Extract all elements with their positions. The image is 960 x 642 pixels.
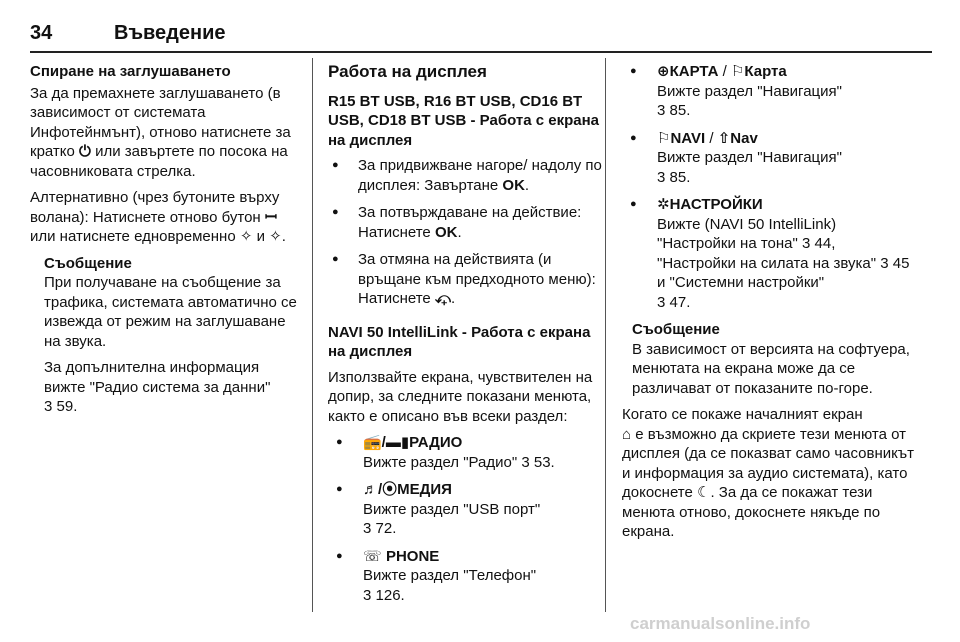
volume-up-icon: ✧ xyxy=(239,228,253,245)
paragraph-home-screen xyxy=(622,405,914,542)
text: За потвърждаване на действие: Натиснете xyxy=(358,204,582,241)
header-rule xyxy=(30,51,932,53)
menu-item-settings xyxy=(622,195,914,312)
note-title: Съобщение xyxy=(632,321,720,338)
column-divider-2 xyxy=(605,58,606,612)
column-1 xyxy=(30,62,302,424)
paragraph-unmute xyxy=(30,84,302,182)
text: За да премахнете заглушаването (в зависимост от системата Инфотейнмънт), отново натиснете за кратко xyxy=(30,84,291,160)
gear-icon: ✲ xyxy=(657,196,670,213)
page-number: 34 xyxy=(30,22,53,44)
page-reference: 3 85. xyxy=(657,168,691,186)
list-item xyxy=(328,156,603,195)
note-text-2 xyxy=(44,358,302,417)
text: Вижте раздел "Радио" xyxy=(363,453,518,471)
column-divider-1 xyxy=(312,58,313,612)
page-header xyxy=(30,22,932,58)
page-reference: 3 72. xyxy=(363,520,397,537)
map-icon: ⊕ xyxy=(657,63,670,80)
text: и xyxy=(256,228,265,245)
menu-item-navi xyxy=(622,129,914,188)
text: Вижте раздел "Телефон" xyxy=(363,567,537,584)
text: Вижте (NAVI 50 IntelliLink) "Настройки на тона" 3 44, "Настройки на силата на звука" 3 45 и "Системни настройки" xyxy=(657,215,910,291)
menu-label: НАСТРОЙКИ xyxy=(669,196,763,213)
menu-label: Nav xyxy=(730,129,758,147)
mute-icon: ꟷ xyxy=(264,208,278,226)
radio-icon: 📻/▬▮ xyxy=(363,434,410,451)
section-heading-unmute: Спиране на заглушаването xyxy=(30,63,231,80)
subheading-r15: R15 BT USB, R16 BT USB, CD16 BT USB, CD18 BT USB - Работа с екрана на дисплея xyxy=(328,92,600,149)
text: . xyxy=(281,228,286,245)
power-icon: ⏻ xyxy=(79,143,91,160)
page-reference: 3 126. xyxy=(363,586,405,604)
moon-icon: ☾ xyxy=(697,484,711,501)
flag-icon: ⚐ xyxy=(657,129,671,147)
page-title: Въведение xyxy=(114,22,226,44)
text: За отмяна на действията (и връщане към предходното меню): Натиснете xyxy=(358,251,596,307)
menu-label: КАРТА xyxy=(669,63,719,80)
paragraph-touchscreen: Използвайте екрана, чувствителен на допир, за следните показани менюта, както е описано във всеки раздел: xyxy=(328,368,593,425)
page-reference: 3 47. xyxy=(657,293,691,311)
text: Вижте раздел "USB порт" xyxy=(363,500,541,518)
menu-item-phone xyxy=(328,547,603,606)
home-icon: ⌂ xyxy=(622,425,632,443)
note-text: В зависимост от версията на софтуера, менютата на екрана може да се различават от показаните по-горе. xyxy=(632,340,910,397)
back-icon: ⤽ xyxy=(434,290,451,307)
flag-icon: ⚐ xyxy=(730,63,745,80)
page-reference: 3 59. xyxy=(44,398,78,415)
page-reference: 3 85. xyxy=(657,102,691,119)
note-title: Съобщение xyxy=(44,254,132,272)
menu-item-radio xyxy=(328,433,603,472)
page-reference: 3 53. xyxy=(521,453,555,471)
text: . xyxy=(524,176,530,194)
text: За допълнителна информация вижте "Радио система за данни" xyxy=(44,359,271,396)
menu-label: Карта xyxy=(744,63,787,80)
text: Алтернативно (чрез бутоните върху волана): Натиснете отново бутон xyxy=(30,189,280,226)
note-block xyxy=(44,254,302,417)
phone-icon: ☏ xyxy=(363,547,382,565)
text: или завъртете по посока на часовниковата стрелка. xyxy=(30,143,288,180)
note-block xyxy=(632,320,914,398)
separator: / xyxy=(705,129,718,147)
note-text-1: При получаване на съобщение за трафика, системата автоматично се извежда от режим на заглушаване на звука. xyxy=(44,274,297,350)
media-icon: ♬/⦿ xyxy=(363,481,398,498)
navigation-arrow-icon: ⇧ xyxy=(717,129,731,147)
ok-label: OK xyxy=(502,176,525,194)
text: . За да се покажат тези менюта отново, докоснете някъде по екрана. xyxy=(622,484,881,540)
text: е възможно да скриете тези менюта от дисплея (да се показват само часовникът и информация за аудио системата), като докоснете xyxy=(622,425,914,501)
text: Когато се покаже началният екран xyxy=(622,406,863,423)
column-2 xyxy=(328,62,603,613)
volume-down-icon: ✧ xyxy=(269,228,282,245)
list-item xyxy=(328,203,603,242)
column-3 xyxy=(622,62,914,549)
menu-label: МЕДИЯ xyxy=(397,481,452,498)
text: Вижте раздел "Навигация" xyxy=(657,82,842,100)
menu-label: РАДИО xyxy=(409,434,463,451)
section-heading-display: Работа на дисплея xyxy=(328,62,487,81)
menu-item-map xyxy=(622,62,914,121)
paragraph-steering xyxy=(30,188,302,247)
menu-label: PHONE xyxy=(385,547,440,565)
menu-item-media xyxy=(328,480,603,539)
text: . xyxy=(451,290,456,307)
menu-label: NAVI xyxy=(670,129,706,147)
watermark: carmanualsonline.info xyxy=(630,614,811,633)
text: или натиснете едновременно xyxy=(30,228,236,245)
separator: / xyxy=(718,63,731,80)
ok-label: OK xyxy=(434,223,458,241)
text: За придвижване нагоре/ надолу по дисплея: Завъртане xyxy=(358,157,602,194)
subheading-navi50: NAVI 50 IntelliLink - Работа с екрана на дисплея xyxy=(328,323,591,360)
list-item xyxy=(328,250,603,309)
text: . xyxy=(457,223,462,241)
text: Вижте раздел "Навигация" xyxy=(657,149,842,166)
